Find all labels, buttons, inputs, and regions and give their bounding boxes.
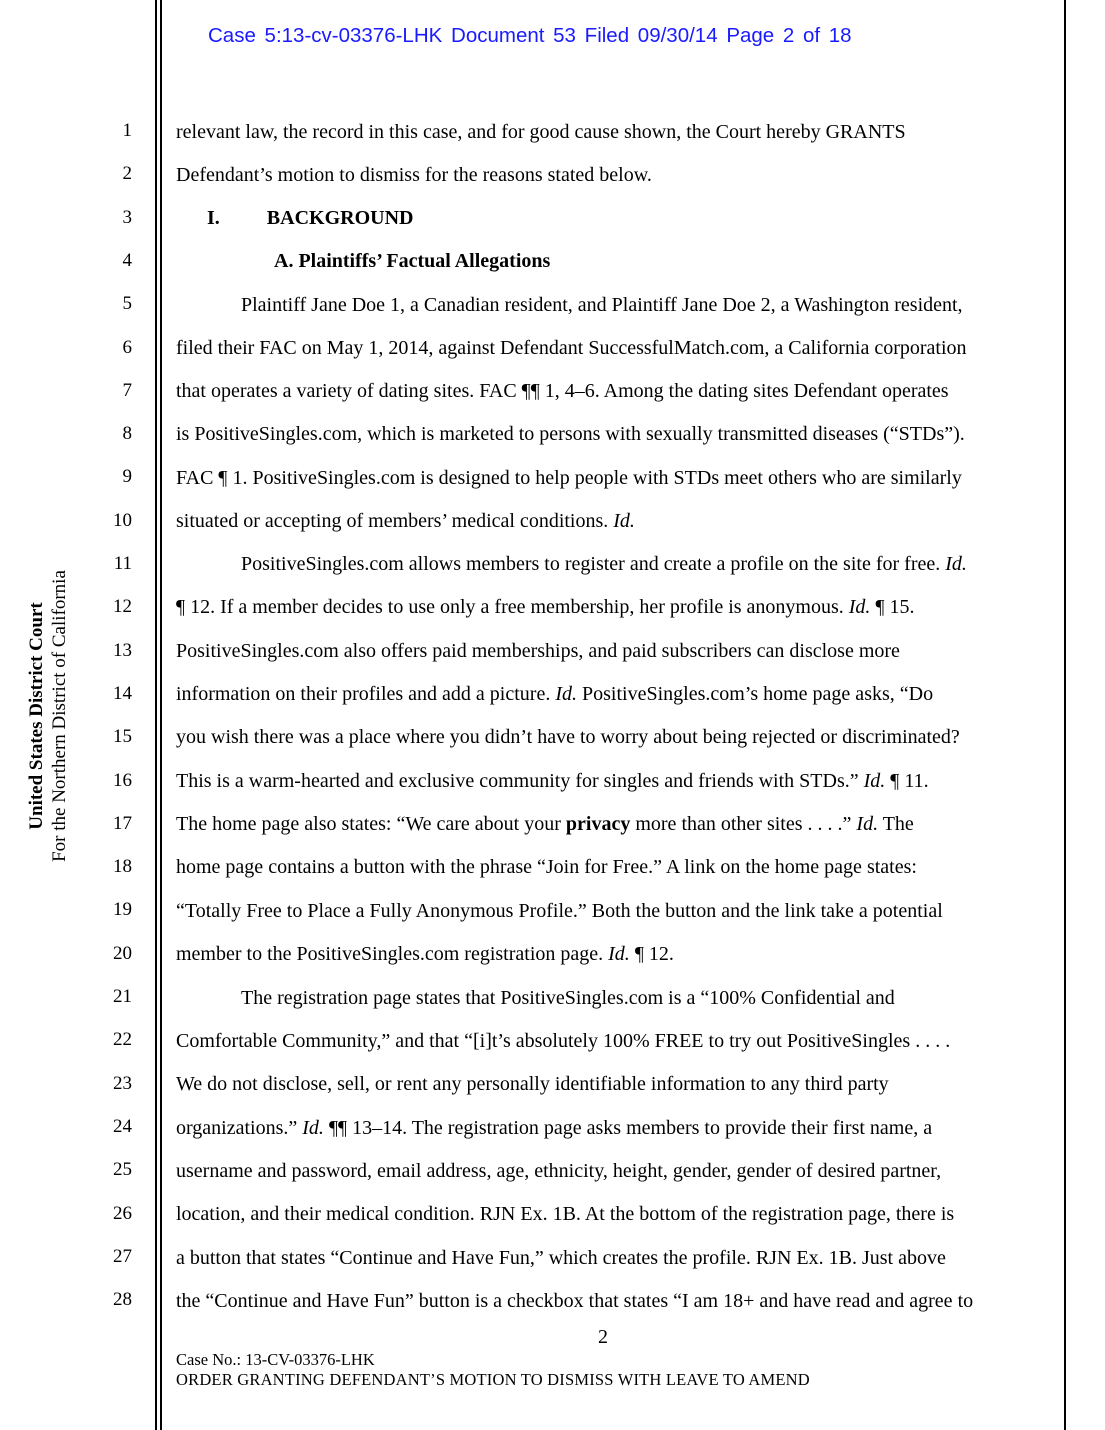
body-line: that operates a variety of dating sites. FAC ¶¶ 1, 4–6. Among the dating sites Defendant operates [176, 380, 949, 402]
section-number: I. [207, 207, 220, 229]
line-number: 6 [122, 337, 132, 358]
body-line: “Totally Free to Place a Fully Anonymous Profile.” Both the button and the link take a potential [176, 900, 943, 922]
ecf-header [208, 24, 852, 48]
body-line: Plaintiff Jane Doe 1, a Canadian resident, and Plaintiff Jane Doe 2, a Washington resident, [241, 294, 963, 316]
text-run: member to the PositiveSingles.com registration page. [176, 943, 609, 965]
right-margin-rule [1064, 0, 1066, 1430]
text-run: ¶¶ 13–14. The registration page asks members to provide their first name, a [323, 1117, 933, 1139]
text-run: ¶ 12. If a member decides to use only a free membership, her profile is anonymous. [176, 596, 849, 618]
line-number: 21 [113, 986, 132, 1007]
line-number: 25 [113, 1159, 132, 1180]
body-line [176, 682, 933, 706]
footer-case-number: Case No.: 13-CV-03376-LHK [176, 1350, 375, 1369]
citation-id: Id. [863, 770, 886, 792]
text-run: ¶ 12. [629, 943, 674, 965]
text-run: ¶ 11. [885, 770, 929, 792]
header-case-number: Case 5:13-cv-03376-LHK [208, 24, 443, 47]
line-number: 3 [122, 207, 132, 228]
body-line [176, 595, 915, 619]
text-run: PositiveSingles.com allows members to register and create a profile on the site for free. [241, 553, 946, 575]
court-sidebar [25, 566, 75, 866]
line-number: 13 [113, 640, 132, 661]
body-line: username and password, email address, age, ethnicity, height, gender, gender of desired partner, [176, 1160, 942, 1182]
body-line: you wish there was a place where you didn’t have to worry about being rejected or discriminated? [176, 726, 960, 748]
court-district: For the Northern District of California [49, 570, 70, 862]
body-line [176, 509, 635, 533]
body-line: a button that states “Continue and Have Fun,” which creates the profile. RJN Ex. 1B. Just above [176, 1247, 946, 1269]
line-number: 28 [113, 1289, 132, 1310]
body-line: the “Continue and Have Fun” button is a checkbox that states “I am 18+ and have read and agree to [176, 1290, 974, 1312]
court-name: United States District Court [26, 602, 47, 830]
section-title: BACKGROUND [266, 207, 414, 229]
body-line: Comfortable Community,” and that “[i]t’s absolutely 100% FREE to try out PositiveSingles . . . . [176, 1030, 951, 1052]
text-run: more than other sites . . . .” [630, 813, 857, 835]
line-number: 16 [113, 770, 132, 791]
header-filed-date: Filed 09/30/14 [584, 24, 718, 47]
body-line: We do not disclose, sell, or rent any personally identifiable information to any third party [176, 1073, 889, 1095]
bold-term: privacy [565, 813, 631, 835]
section-heading [207, 206, 413, 230]
line-number: 18 [113, 856, 132, 877]
line-number: 1 [122, 120, 132, 141]
citation-id: Id. [608, 943, 630, 965]
line-number: 27 [113, 1246, 132, 1267]
left-margin-rule-outer [155, 0, 157, 1430]
line-number: 12 [113, 596, 132, 617]
citation-id: Id. [848, 596, 871, 618]
text-run: situated or accepting of members’ medical conditions. [176, 510, 614, 532]
line-number: 9 [122, 466, 132, 487]
text-run: This is a warm-hearted and exclusive community for singles and friends with STDs.” [176, 770, 864, 792]
line-number: 2 [122, 163, 132, 184]
body-line: home page contains a button with the phrase “Join for Free.” A link on the home page states: [176, 856, 917, 878]
page-number: 2 [598, 1326, 608, 1348]
text-run: PositiveSingles.com’s home page asks, “Do [577, 683, 934, 705]
body-line [176, 769, 929, 793]
body-line: is PositiveSingles.com, which is marketed to persons with sexually transmitted diseases (“STDs”). [176, 423, 965, 445]
footer-document-title: ORDER GRANTING DEFENDANT’S MOTION TO DISMISS WITH LEAVE TO AMEND [176, 1370, 810, 1389]
line-number: 24 [113, 1116, 132, 1137]
line-number: 5 [122, 293, 132, 314]
line-number: 4 [122, 250, 132, 271]
citation-id: Id. [945, 553, 967, 575]
citation-id: Id. [555, 683, 577, 705]
line-number: 26 [113, 1203, 132, 1224]
line-number: 7 [122, 380, 132, 401]
line-number: 22 [113, 1029, 132, 1050]
citation-id: Id. [856, 813, 879, 835]
line-number: 19 [113, 899, 132, 920]
citation-id: Id. [613, 510, 635, 532]
line-number: 11 [113, 553, 132, 574]
line-number: 20 [113, 943, 132, 964]
body-line: filed their FAC on May 1, 2014, against Defendant SuccessfulMatch.com, a California corporation [176, 337, 967, 359]
subsection-heading: A. Plaintiffs’ Factual Allegations [274, 250, 551, 272]
line-number: 8 [122, 423, 132, 444]
header-document-number: Document 53 [451, 24, 576, 47]
body-line: relevant law, the record in this case, and for good cause shown, the Court hereby GRANTS [176, 121, 906, 143]
line-number: 10 [113, 510, 132, 531]
body-line [176, 812, 914, 836]
text-run: organizations.” [176, 1117, 303, 1139]
body-line: location, and their medical condition. RJN Ex. 1B. At the bottom of the registration page, there is [176, 1203, 955, 1225]
body-line [176, 1116, 932, 1140]
line-number: 23 [113, 1073, 132, 1094]
body-line [241, 552, 967, 576]
body-line [176, 942, 674, 966]
citation-id: Id. [302, 1117, 324, 1139]
line-number: 15 [113, 726, 132, 747]
body-line: PositiveSingles.com also offers paid memberships, and paid subscribers can disclose more [176, 640, 900, 662]
text-run: The home page also states: “We care about your [176, 813, 566, 835]
header-page-count: Page 2 of 18 [726, 24, 852, 47]
text-run: information on their profiles and add a picture. [176, 683, 556, 705]
line-number: 14 [113, 683, 132, 704]
body-line: FAC ¶ 1. PositiveSingles.com is designed to help people with STDs meet others who are similarly [176, 467, 962, 489]
left-margin-rule-inner [160, 0, 162, 1430]
line-number: 17 [113, 813, 132, 834]
body-line: Defendant’s motion to dismiss for the reasons stated below. [176, 164, 652, 186]
text-run: The [878, 813, 914, 835]
body-line: The registration page states that PositiveSingles.com is a “100% Confidential and [241, 987, 895, 1009]
text-run: ¶ 15. [870, 596, 915, 618]
